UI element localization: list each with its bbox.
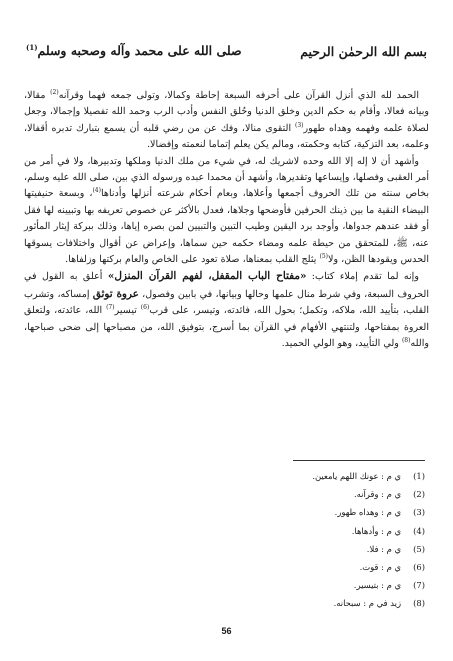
footnote-text: ي م : وهداه طهور. bbox=[334, 507, 401, 518]
text-run: وإنه لما تقدم إملاء كتاب: bbox=[306, 271, 419, 283]
text-run: الحمد لله الذي أنزل القرآن على أحرفه السبعة إحاطة وكمالا، وتولى جمعه فهما وقرآنه bbox=[58, 90, 419, 101]
footnote-item bbox=[165, 558, 425, 576]
footnote-ref: (7) bbox=[106, 304, 115, 312]
footnote-ref: (2) bbox=[50, 88, 59, 96]
footnote-text: ي م : بتيسير. bbox=[353, 580, 401, 591]
footnote-ref: (3) bbox=[294, 121, 304, 129]
footnote-text: ي م : قوت. bbox=[359, 562, 401, 573]
text-run: تيسير bbox=[114, 305, 141, 317]
footnote-number: (1) bbox=[413, 471, 425, 481]
salutation-heading bbox=[26, 43, 242, 58]
text-run: التقوى منالا، وفك عن من رضي قلبه أن يسمع بتبارك تدبره أقفالا، وعلمه، بعد التزكية، كتابه وحكمته، ومالم يكن يعلم إتماما لنعمته وإفضالا. bbox=[24, 122, 429, 151]
footnote-item bbox=[165, 594, 425, 612]
footnote-number: (6) bbox=[413, 562, 425, 573]
footnote-ref: (4) bbox=[92, 187, 101, 195]
footnote-text: زيد في م : سبحانه. bbox=[333, 598, 401, 609]
footnote-item bbox=[165, 540, 425, 558]
footnote-number: (8) bbox=[413, 598, 425, 609]
footnote-item bbox=[165, 467, 425, 485]
footnotes bbox=[165, 467, 425, 613]
footnote-number: (5) bbox=[413, 543, 425, 554]
footnote-number: (3) bbox=[413, 507, 425, 518]
text-run: يثلج القلب بمعناها، صلاة تعود على الخاص والعام بركتها وزلفاها. bbox=[65, 254, 320, 266]
text-run: ولي التأييد، وهو الولي الحميد. bbox=[281, 338, 402, 350]
basmala-heading: بسم الله الرحمٰن الرحيم bbox=[300, 43, 427, 59]
footnote-text: ي م : وأدهاها. bbox=[351, 525, 401, 536]
footnote-text: ي م : فلا. bbox=[366, 543, 401, 554]
footnote-separator bbox=[293, 460, 425, 461]
footnote-item bbox=[165, 485, 425, 503]
emphasized-text: «مفتاح الباب المقفل، لفهم القرآن المنزل» bbox=[107, 270, 307, 283]
paragraph-testimony bbox=[24, 154, 429, 269]
text-run: وأشهد أن لا إله إلا الله وحده لاشريك له، في شيء من ملك الدنيا وملكها وتدبيرها، ولا في أمر من أمر العقبى وفصلها، وإيساعها وتقديرها، وأشهد أن محمدا عبده ورسوله الذي بين، صلى الله عليه وسلم، بخاص سنته من تلك الحروف أجمعها وأعلاها، وبعام أحكام شرعته أنزلها وأدناها bbox=[24, 155, 429, 200]
text-run: ، وبسعة حنيفيتها البيضاء النقية ما بين ذينك الحرفين فأوضحها وجلاها، فعدل بالأكثر عن خصوص تعريفه بها وتبيينه لها فقل أو فقد عندهم جدواها، وأوجد برد اليقين وطيب التبين والتبيين لمن بصره إياها، وذلك ببركة إيثار المأثور عنه، ﷺ، للمتحقق من حيطة علمه ومضاء حكمه حين سماها، وإعراض عن أقوال واختلافات يسوقها الحدس ويقودها الظن، ولا bbox=[24, 188, 429, 266]
text-run: الله، عائدته، ولتعلق العروة بمفتاحها، ولتنتهي الأفهام في القرآن بما أسرج، بتوفيق الله، من مصباحها إلى ضحى صباحها، والله bbox=[24, 305, 429, 350]
footnote-item bbox=[165, 576, 425, 594]
footnote-number: (2) bbox=[413, 489, 425, 500]
footnote-text: ي م : وقرآنه. bbox=[353, 489, 401, 500]
footnote-item bbox=[165, 522, 425, 540]
page-header bbox=[26, 40, 427, 62]
footnote-ref: (1) bbox=[26, 43, 38, 53]
footnote-number: (7) bbox=[413, 580, 425, 591]
footnote-text: ي م : عونك اللهم يامعين. bbox=[312, 471, 401, 481]
salutation-text: صلى الله على محمد وآله وصحبه وسلم bbox=[37, 43, 242, 59]
body-text bbox=[24, 88, 429, 353]
paragraph-book-intro bbox=[24, 268, 429, 352]
text-run: مقالا، وبيانه فعالا، وأقام به حكم الدين وخلق الدنيا وحُلق النفس وأدب الرب وحمد الله تفصيلا وإجمالا، وجعل لصلاة علمه وفهمه وهداه طهور bbox=[24, 90, 429, 134]
paragraph-praise bbox=[24, 88, 429, 154]
text-run: أعلق به القول في الحروف السبعة، وفي شرط منال علمها وحالها وبيانها، في بابين وفصول، bbox=[24, 271, 429, 300]
text-run: إمساكه، وتشرب القلب، بتأييد الله، ملاكه، وتكمل؛ بحول الله، فائدته، وتيسر، على قرب bbox=[24, 288, 429, 317]
footnote-ref: (6) bbox=[140, 304, 150, 312]
footnote-item bbox=[165, 503, 425, 521]
footnote-ref: (8) bbox=[401, 336, 411, 344]
emphasized-text: عروة توثق bbox=[92, 287, 139, 300]
footnote-ref: (5) bbox=[319, 252, 328, 260]
page-number: 56 bbox=[221, 626, 232, 636]
footnote-number: (4) bbox=[413, 525, 425, 536]
